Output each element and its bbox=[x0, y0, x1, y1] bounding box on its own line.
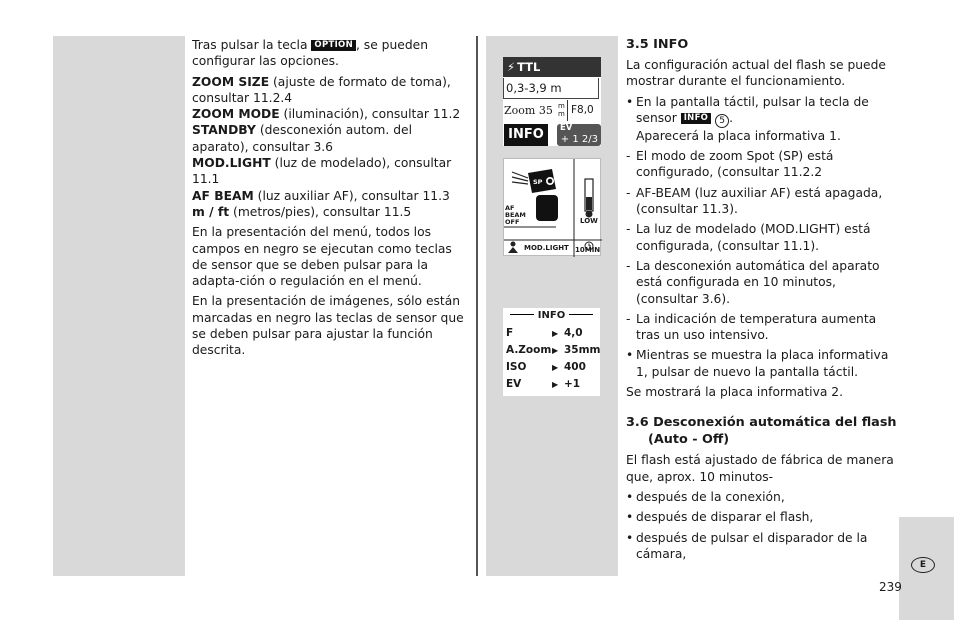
af-beam-label: AF BEAM OFF bbox=[505, 204, 526, 226]
table-row: A.Zoom ▶ 35mm bbox=[506, 342, 598, 359]
page-number: 239 bbox=[879, 580, 902, 594]
range-readout: 0,3-3,9 m bbox=[503, 78, 599, 99]
bullet-item: • después de la conexión, bbox=[626, 489, 785, 504]
menu-paragraph: En la presentación del menú, todos los campos en negro se ejecutan como teclas de sensor que se deben pulsar para la adapta-ción o regulación en el menú. bbox=[192, 225, 452, 289]
zoom-unit: m m bbox=[558, 102, 565, 118]
option-item: AF BEAM (luz auxiliar AF), consultar 11.3 bbox=[192, 188, 450, 203]
left-margin-block bbox=[53, 36, 185, 576]
section-3-6-title: 3.6 Desconexión automática del flash (Auto - Off) bbox=[626, 415, 897, 448]
intro-paragraph: Tras pulsar la tecla OPTION , se pueden configurar las opciones. bbox=[192, 38, 429, 69]
triangle-icon: ▶ bbox=[552, 363, 559, 372]
image-paragraph: En la presentación de imágenes, sólo están marcadas en negro las teclas de sensor que se deben pulsar para ajustar la función descrita. bbox=[192, 294, 464, 358]
sp-label: SP bbox=[533, 178, 543, 186]
options-list bbox=[192, 74, 468, 221]
language-badge: E bbox=[911, 557, 935, 573]
bullet-item: • después de pulsar el disparador de la cámara, bbox=[626, 530, 868, 561]
dash-item: - La desconexión automática del aparato está configurada en 10 minutos, (consultar 3.6). bbox=[626, 258, 880, 306]
info-key-icon: INFO bbox=[681, 113, 712, 124]
dash-item: - AF-BEAM (luz auxiliar AF) está apagada, (consultar 11.3). bbox=[626, 185, 883, 217]
ev-button[interactable] bbox=[557, 124, 601, 146]
option-item: MOD.LIGHT (luz de modelado), consultar 11.1 bbox=[192, 156, 452, 187]
column-divider bbox=[476, 36, 478, 576]
right-text-column bbox=[626, 36, 898, 566]
triangle-icon: ▶ bbox=[552, 346, 559, 355]
modlight-label: MOD.LIGHT bbox=[524, 244, 569, 252]
zoom-readout: Zoom 35 bbox=[504, 104, 553, 117]
option-key-icon: OPTION bbox=[311, 40, 356, 51]
section-3-5-intro: La configuración actual del flash se puede mostrar durante el funcionamiento. bbox=[626, 58, 886, 89]
option-item: ZOOM MODE (iluminación), consultar 11.2 bbox=[192, 107, 461, 122]
info-plate-diagram bbox=[503, 158, 601, 256]
section-3-5-title: 3.5 INFO bbox=[626, 37, 689, 52]
option-item: STANDBY (desconexión autom. del aparato), consultar 3.6 bbox=[192, 123, 413, 154]
ev-value: + 1 2/3 bbox=[560, 134, 598, 145]
info-button[interactable]: INFO bbox=[504, 124, 548, 146]
timer-label: 10MIN bbox=[575, 246, 601, 254]
info-table-header: INFO bbox=[503, 310, 600, 321]
option-item: ZOOM SIZE (ajuste de formato de toma), consultar 11.2.4 bbox=[192, 74, 451, 105]
option-item: m / ft (metros/pies), consultar 11.5 bbox=[192, 204, 412, 219]
left-text-column bbox=[192, 37, 468, 363]
bullet-item: • después de disparar el flash, bbox=[626, 510, 814, 525]
mode-bar bbox=[503, 57, 601, 77]
flash-bolt-icon: ⚡ bbox=[507, 60, 516, 74]
flash-display-panel bbox=[503, 57, 601, 146]
dash-item: - El modo de zoom Spot (SP) está configurado, (consultar 11.2.2 bbox=[626, 149, 834, 180]
bullet-item: • En la pantalla táctil, pulsar la tecla de sensor INFO 5 . Aparecerá la placa informativa 1. bbox=[626, 94, 869, 143]
mode-label: TTL bbox=[517, 60, 541, 74]
zoom-divider bbox=[567, 100, 568, 121]
aperture-readout: F8,0 bbox=[571, 104, 594, 116]
table-row: ISO ▶ 400 bbox=[506, 359, 598, 376]
ev-label: EV bbox=[560, 123, 573, 133]
dash-item: - La luz de modelado (MOD.LIGHT) está configurada, (consultar 11.1). bbox=[626, 222, 871, 253]
section-3-5-outro: Se mostrará la placa informativa 2. bbox=[626, 385, 844, 400]
low-temp-label: LOW bbox=[580, 217, 598, 225]
bullet-item: • Mientras se muestra la placa informativa 1, pulsar de nuevo la pantalla táctil. bbox=[626, 348, 889, 379]
info-plate-table bbox=[503, 308, 600, 396]
circled-number-icon: 5 bbox=[715, 114, 729, 128]
section-3-6-intro: El flash está ajustado de fábrica de manera que, aprox. 10 minutos- bbox=[626, 453, 894, 484]
triangle-icon: ▶ bbox=[552, 380, 559, 389]
table-row: EV ▶ +1 bbox=[506, 376, 598, 393]
zoom-row bbox=[503, 100, 601, 121]
table-row: F ▶ 4,0 bbox=[506, 325, 598, 342]
dash-item: - La indicación de temperatura aumenta tras un uso intensivo. bbox=[626, 311, 877, 343]
triangle-icon: ▶ bbox=[552, 329, 559, 338]
